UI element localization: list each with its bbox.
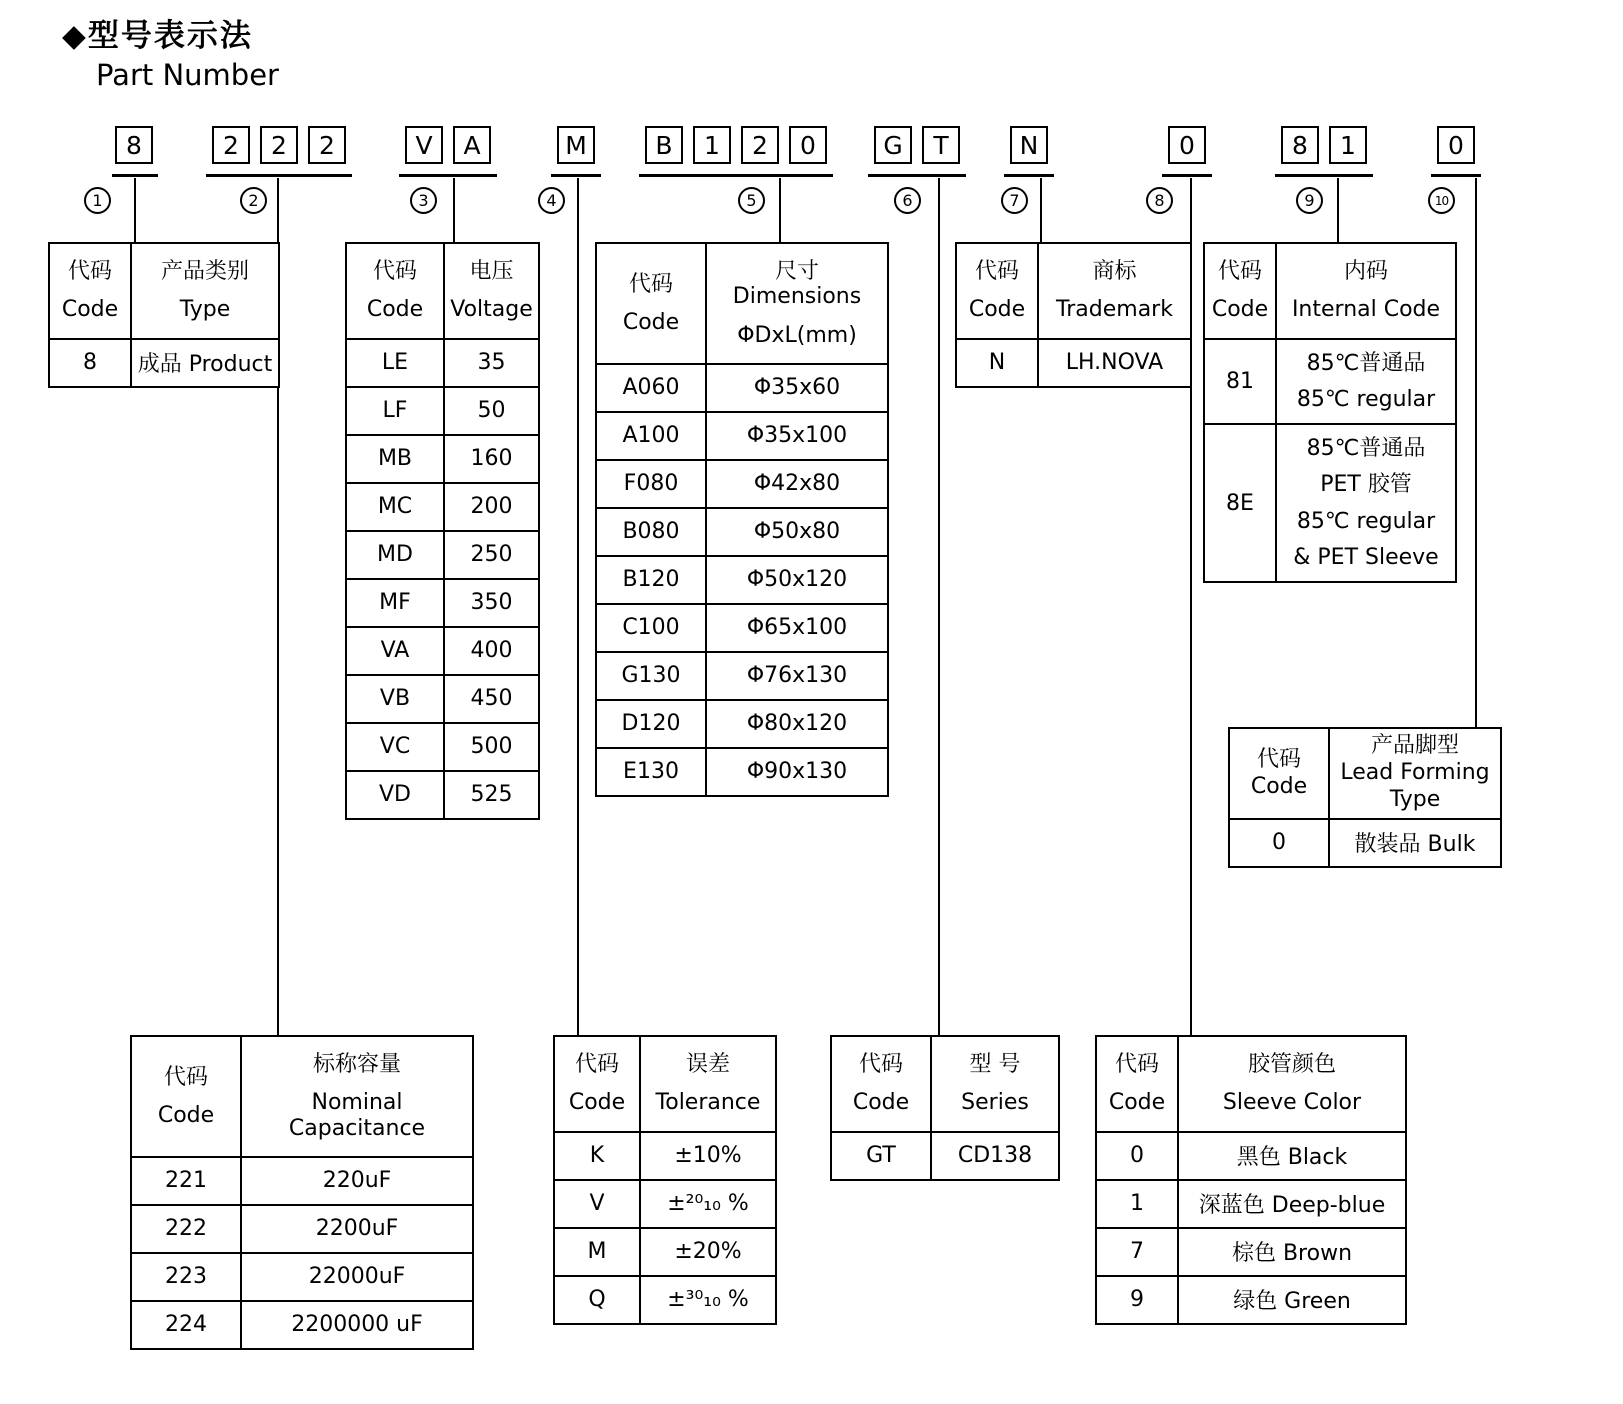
page-title-zh: ◆型号表示法: [62, 18, 253, 54]
header-cell: 代码 Code: [554, 1036, 640, 1132]
header-cell: 产品类别 Type: [131, 243, 279, 339]
table-row: [49, 339, 279, 387]
code-cell: LF: [346, 387, 444, 435]
table-row: [346, 387, 539, 435]
header-cell: 商标 Trademark: [1038, 243, 1191, 339]
header-cell: 电压 Voltage: [444, 243, 539, 339]
table-row: [831, 1132, 1059, 1180]
part-number-box: 8: [1281, 126, 1319, 164]
header-cell: 内码 Internal Code: [1276, 243, 1456, 339]
code-cell: MD: [346, 531, 444, 579]
value-cell: 成品 Product: [131, 339, 279, 387]
connector-line-4: [577, 178, 579, 1035]
code-cell: MB: [346, 435, 444, 483]
value-cell: Φ35x60: [706, 364, 888, 412]
part-number-box: 2: [260, 126, 298, 164]
part-number-box: 0: [789, 126, 827, 164]
table-row: [346, 483, 539, 531]
table-row: [596, 556, 888, 604]
header-cell: 误差 Tolerance: [640, 1036, 776, 1132]
table-row: [1096, 1132, 1406, 1180]
table-row: [131, 1205, 473, 1253]
value-cell: 黑色 Black: [1178, 1132, 1406, 1180]
code-cell: VB: [346, 675, 444, 723]
value-cell: Φ50x120: [706, 556, 888, 604]
value-cell: 绿色 Green: [1178, 1276, 1406, 1324]
value-cell: Φ42x80: [706, 460, 888, 508]
value-cell: 2200uF: [241, 1205, 473, 1253]
value-cell: 250: [444, 531, 539, 579]
header-cell: 型 号 Series: [931, 1036, 1059, 1132]
group-underline: [399, 174, 497, 177]
group-underline: [1275, 174, 1373, 177]
table-header-row: [1229, 728, 1501, 819]
value-cell: LH.NOVA: [1038, 339, 1191, 387]
value-cell: 散装品 Bulk: [1329, 819, 1501, 867]
table-row: [346, 627, 539, 675]
table-header-row: [131, 1036, 473, 1157]
table-header-row: [831, 1036, 1059, 1132]
group-underline: [639, 174, 833, 177]
code-cell: E130: [596, 748, 706, 796]
header-cell: 代码 Code: [131, 1036, 241, 1157]
part-number-box: M: [557, 126, 595, 164]
value-cell: 220uF: [241, 1157, 473, 1205]
table-row: [1204, 339, 1456, 425]
table-header-row: [49, 243, 279, 339]
tolerance-table: [553, 1035, 777, 1325]
code-cell: MC: [346, 483, 444, 531]
header-cell: 胶管颜色 Sleeve Color: [1178, 1036, 1406, 1132]
group-underline: [551, 174, 601, 177]
part-number-box: G: [874, 126, 912, 164]
header-cell: 代码 Code: [1204, 243, 1276, 339]
table-row: [131, 1253, 473, 1301]
table-header-row: [596, 243, 888, 364]
page-title-en: Part Number: [96, 58, 279, 92]
part-number-box: 2: [308, 126, 346, 164]
value-cell: 22000uF: [241, 1253, 473, 1301]
table-row: [596, 652, 888, 700]
header-cell: 代码 Code: [831, 1036, 931, 1132]
connector-line-7: [1040, 178, 1042, 242]
code-cell: VD: [346, 771, 444, 819]
value-cell: Φ65x100: [706, 604, 888, 652]
group-underline: [1162, 174, 1212, 177]
dimensions-table: [595, 242, 889, 797]
connector-line-10: [1475, 178, 1477, 727]
group-underline: [1004, 174, 1054, 177]
part-number-box: 8: [115, 126, 153, 164]
value-cell: 200: [444, 483, 539, 531]
code-cell: 7: [1096, 1228, 1178, 1276]
code-cell: VA: [346, 627, 444, 675]
capacitance-table: [130, 1035, 474, 1350]
code-cell: 9: [1096, 1276, 1178, 1324]
table-row: [596, 412, 888, 460]
value-cell: 400: [444, 627, 539, 675]
group-2-badge: 2: [240, 187, 267, 214]
table-row: [596, 604, 888, 652]
code-cell: 81: [1204, 339, 1276, 425]
code-cell: 224: [131, 1301, 241, 1349]
internal-code-table: [1203, 242, 1457, 583]
value-cell: 160: [444, 435, 539, 483]
table-row: [596, 700, 888, 748]
part-number-box: N: [1010, 126, 1048, 164]
part-number-box: 1: [693, 126, 731, 164]
table-row: [1204, 424, 1456, 582]
table-row: [346, 435, 539, 483]
product-type-table: [48, 242, 280, 388]
value-cell: Φ76x130: [706, 652, 888, 700]
group-underline: [1431, 174, 1481, 177]
table-header-row: [956, 243, 1191, 339]
code-cell: 0: [1229, 819, 1329, 867]
table-header-row: [554, 1036, 776, 1132]
table-row: [956, 339, 1191, 387]
part-number-box: A: [453, 126, 491, 164]
value-cell: 35: [444, 339, 539, 387]
code-cell: 221: [131, 1157, 241, 1205]
table-row: [554, 1180, 776, 1228]
value-cell: 2200000 uF: [241, 1301, 473, 1349]
code-cell: A100: [596, 412, 706, 460]
table-row: [346, 531, 539, 579]
group-4-badge: 4: [538, 187, 565, 214]
table-row: [1229, 819, 1501, 867]
part-number-box: 1: [1329, 126, 1367, 164]
table-row: [596, 364, 888, 412]
table-row: [596, 508, 888, 556]
group-underline: [868, 174, 966, 177]
connector-line-1: [134, 178, 136, 242]
group-underline: [206, 174, 352, 177]
table-row: [596, 748, 888, 796]
value-cell: Φ80x120: [706, 700, 888, 748]
table-row: [554, 1228, 776, 1276]
code-cell: N: [956, 339, 1038, 387]
code-cell: B080: [596, 508, 706, 556]
group-5-badge: 5: [738, 187, 765, 214]
value-cell: CD138: [931, 1132, 1059, 1180]
value-cell: 85℃普通品 85℃ regular: [1276, 339, 1456, 425]
table-row: [346, 339, 539, 387]
value-cell: ±²⁰₁₀ %: [640, 1180, 776, 1228]
table-header-row: [1096, 1036, 1406, 1132]
connector-line-3: [453, 178, 455, 242]
code-cell: 222: [131, 1205, 241, 1253]
code-cell: A060: [596, 364, 706, 412]
header-cell: 代码 Code: [49, 243, 131, 339]
code-cell: LE: [346, 339, 444, 387]
code-cell: MF: [346, 579, 444, 627]
code-cell: GT: [831, 1132, 931, 1180]
code-cell: 0: [1096, 1132, 1178, 1180]
table-row: [1096, 1180, 1406, 1228]
value-cell: 棕色 Brown: [1178, 1228, 1406, 1276]
value-cell: Φ90x130: [706, 748, 888, 796]
series-table: [830, 1035, 1060, 1181]
connector-line-9: [1337, 178, 1339, 242]
header-cell: 代码 Code: [1096, 1036, 1178, 1132]
group-10-badge: 10: [1428, 187, 1455, 214]
group-underline: [112, 174, 158, 177]
code-cell: V: [554, 1180, 640, 1228]
table-row: [346, 579, 539, 627]
code-cell: C100: [596, 604, 706, 652]
header-cell: 代码 Code: [346, 243, 444, 339]
header-cell: 代码 Code: [596, 243, 706, 364]
table-header-row: [346, 243, 539, 339]
group-6-badge: 6: [894, 187, 921, 214]
value-cell: 深蓝色 Deep-blue: [1178, 1180, 1406, 1228]
value-cell: 350: [444, 579, 539, 627]
part-number-box: 0: [1168, 126, 1206, 164]
part-number-box: 2: [212, 126, 250, 164]
table-row: [346, 675, 539, 723]
lead-forming-table: [1228, 727, 1502, 868]
part-number-box: T: [922, 126, 960, 164]
table-row: [1096, 1276, 1406, 1324]
table-row: [131, 1157, 473, 1205]
voltage-table: [345, 242, 540, 820]
header-cell: 代码 Code: [1229, 728, 1329, 819]
connector-line-5: [779, 178, 781, 242]
code-cell: 8: [49, 339, 131, 387]
table-row: [346, 771, 539, 819]
sleeve-color-table: [1095, 1035, 1407, 1325]
value-cell: Φ35x100: [706, 412, 888, 460]
value-cell: 50: [444, 387, 539, 435]
header-cell: 标称容量 Nominal Capacitance: [241, 1036, 473, 1157]
code-cell: Q: [554, 1276, 640, 1324]
value-cell: 500: [444, 723, 539, 771]
code-cell: 8E: [1204, 424, 1276, 582]
part-number-box: 2: [741, 126, 779, 164]
value-cell: 450: [444, 675, 539, 723]
code-cell: VC: [346, 723, 444, 771]
table-row: [131, 1301, 473, 1349]
group-3-badge: 3: [410, 187, 437, 214]
value-cell: ±³⁰₁₀ %: [640, 1276, 776, 1324]
value-cell: ±20%: [640, 1228, 776, 1276]
group-1-badge: 1: [84, 187, 111, 214]
code-cell: 1: [1096, 1180, 1178, 1228]
code-cell: B120: [596, 556, 706, 604]
part-number-box: 0: [1437, 126, 1475, 164]
code-cell: D120: [596, 700, 706, 748]
group-9-badge: 9: [1296, 187, 1323, 214]
group-7-badge: 7: [1001, 187, 1028, 214]
code-cell: M: [554, 1228, 640, 1276]
value-cell: Φ50x80: [706, 508, 888, 556]
header-cell: 产品脚型 Lead Forming Type: [1329, 728, 1501, 819]
connector-line-6: [938, 178, 940, 1035]
value-cell: 85℃普通品 PET 胶管 85℃ regular & PET Sleeve: [1276, 424, 1456, 582]
table-row: [1096, 1228, 1406, 1276]
value-cell: ±10%: [640, 1132, 776, 1180]
code-cell: G130: [596, 652, 706, 700]
header-cell: 尺寸 Dimensions ΦDxL(mm): [706, 243, 888, 364]
group-8-badge: 8: [1146, 187, 1173, 214]
trademark-table: [955, 242, 1192, 388]
table-row: [346, 723, 539, 771]
table-row: [554, 1276, 776, 1324]
code-cell: F080: [596, 460, 706, 508]
table-row: [596, 460, 888, 508]
code-cell: 223: [131, 1253, 241, 1301]
header-cell: 代码 Code: [956, 243, 1038, 339]
code-cell: K: [554, 1132, 640, 1180]
table-row: [554, 1132, 776, 1180]
part-number-box: V: [405, 126, 443, 164]
value-cell: 525: [444, 771, 539, 819]
part-number-box: B: [645, 126, 683, 164]
table-header-row: [1204, 243, 1456, 339]
